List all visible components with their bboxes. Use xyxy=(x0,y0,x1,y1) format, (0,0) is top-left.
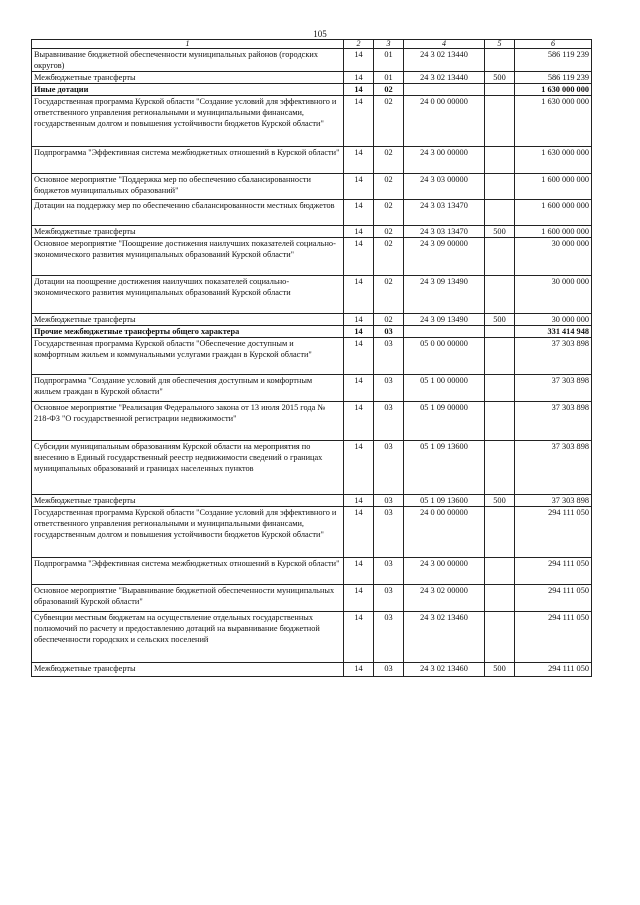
amount-cell: 294 111 050 xyxy=(515,663,592,677)
section-cell: 14 xyxy=(344,238,374,276)
row-name-cell: Подпрограмма "Эффективная система межбюджетных отношений в Курской области" xyxy=(32,147,344,174)
amount-cell: 586 119 239 xyxy=(515,72,592,84)
subsection-cell: 03 xyxy=(374,507,404,558)
table-header-row xyxy=(32,40,592,49)
table-row xyxy=(32,49,592,72)
target-article-cell: 24 3 03 13470 xyxy=(404,200,485,226)
subsection-cell: 03 xyxy=(374,558,404,585)
section-cell: 14 xyxy=(344,200,374,226)
table-row xyxy=(32,276,592,314)
amount-cell: 1 600 000 000 xyxy=(515,174,592,200)
expense-type-cell xyxy=(485,276,515,314)
expense-type-cell xyxy=(485,200,515,226)
target-article-cell: 24 0 00 00000 xyxy=(404,96,485,147)
amount-cell: 1 600 000 000 xyxy=(515,200,592,226)
subsection-cell: 03 xyxy=(374,663,404,677)
subsection-cell: 02 xyxy=(374,96,404,147)
target-article-cell: 24 3 02 13440 xyxy=(404,49,485,72)
row-name-cell: Дотации на поощрение достижения наилучших показателей социально-экономического развития муниципальных образований Курской области xyxy=(32,276,344,314)
expense-type-cell xyxy=(485,585,515,612)
subsection-cell: 03 xyxy=(374,612,404,663)
row-name-cell: Межбюджетные трансферты xyxy=(32,226,344,238)
expense-type-cell xyxy=(485,375,515,402)
expense-type-cell xyxy=(485,558,515,585)
expense-type-cell xyxy=(485,174,515,200)
expense-type-cell xyxy=(485,338,515,375)
page-number: 105 xyxy=(313,29,327,39)
amount-cell: 294 111 050 xyxy=(515,507,592,558)
table-row xyxy=(32,585,592,612)
table-row xyxy=(32,663,592,677)
section-cell: 14 xyxy=(344,147,374,174)
section-cell: 14 xyxy=(344,314,374,326)
column-header: 2 xyxy=(344,40,374,49)
table-row xyxy=(32,326,592,338)
table-row xyxy=(32,507,592,558)
table-row xyxy=(32,147,592,174)
row-name-cell: Государственная программа Курской области "Обеспечение доступным и комфортным жильем и коммунальными услугами граждан в Курской области" xyxy=(32,338,344,375)
subsection-cell: 02 xyxy=(374,276,404,314)
budget-table xyxy=(31,39,592,677)
table-row xyxy=(32,238,592,276)
subsection-cell: 03 xyxy=(374,402,404,441)
expense-type-cell xyxy=(485,507,515,558)
amount-cell: 30 000 000 xyxy=(515,276,592,314)
row-name-cell: Межбюджетные трансферты xyxy=(32,314,344,326)
row-name-cell: Субвенции местным бюджетам на осуществление отдельных государственных полномочий по расчету и предоставлению дотаций на выравнивание бюджетной обеспеченности городских и сельских поселений xyxy=(32,612,344,663)
amount-cell: 30 000 000 xyxy=(515,314,592,326)
target-article-cell: 05 1 09 00000 xyxy=(404,402,485,441)
target-article-cell: 05 1 09 13600 xyxy=(404,441,485,495)
section-cell: 14 xyxy=(344,663,374,677)
table-row xyxy=(32,174,592,200)
row-name-cell: Подпрограмма "Создание условий для обеспечения доступным и комфортным жильем граждан в Курской области" xyxy=(32,375,344,402)
target-article-cell: 24 3 02 13460 xyxy=(404,663,485,677)
target-article-cell xyxy=(404,84,485,96)
expense-type-cell: 500 xyxy=(485,314,515,326)
table-row xyxy=(32,375,592,402)
amount-cell: 586 119 239 xyxy=(515,49,592,72)
target-article-cell: 24 3 09 00000 xyxy=(404,238,485,276)
section-cell: 14 xyxy=(344,612,374,663)
section-cell: 14 xyxy=(344,495,374,507)
section-cell: 14 xyxy=(344,276,374,314)
expense-type-cell xyxy=(485,441,515,495)
row-name-cell: Выравнивание бюджетной обеспеченности муниципальных районов (городских округов) xyxy=(32,49,344,72)
expense-type-cell xyxy=(485,84,515,96)
target-article-cell: 24 3 02 13460 xyxy=(404,612,485,663)
section-cell: 14 xyxy=(344,96,374,147)
column-header: 6 xyxy=(515,40,592,49)
row-name-cell: Межбюджетные трансферты xyxy=(32,495,344,507)
target-article-cell: 24 3 02 13440 xyxy=(404,72,485,84)
target-article-cell xyxy=(404,326,485,338)
table-row xyxy=(32,314,592,326)
subsection-cell: 03 xyxy=(374,585,404,612)
row-name-cell: Государственная программа Курской области "Создание условий для эффективного и ответственного управления региональными и муниципальными финансами, государственным долгом и повышения устойчивости бюджетов Курской области" xyxy=(32,96,344,147)
table-row xyxy=(32,226,592,238)
section-cell: 14 xyxy=(344,402,374,441)
target-article-cell: 24 0 00 00000 xyxy=(404,507,485,558)
expense-type-cell xyxy=(485,612,515,663)
table-row xyxy=(32,558,592,585)
subsection-cell: 03 xyxy=(374,495,404,507)
expense-type-cell: 500 xyxy=(485,663,515,677)
target-article-cell: 24 3 03 00000 xyxy=(404,174,485,200)
row-name-cell: Подпрограмма "Эффективная система межбюджетных отношений в Курской области" xyxy=(32,558,344,585)
section-cell: 14 xyxy=(344,326,374,338)
table-row xyxy=(32,612,592,663)
table-row xyxy=(32,338,592,375)
expense-type-cell xyxy=(485,238,515,276)
expense-type-cell xyxy=(485,147,515,174)
section-cell: 14 xyxy=(344,507,374,558)
amount-cell: 37 303 898 xyxy=(515,495,592,507)
target-article-cell: 24 3 00 00000 xyxy=(404,147,485,174)
subsection-cell: 01 xyxy=(374,72,404,84)
target-article-cell: 05 1 09 13600 xyxy=(404,495,485,507)
section-cell: 14 xyxy=(344,84,374,96)
section-cell: 14 xyxy=(344,585,374,612)
table-row xyxy=(32,200,592,226)
subsection-cell: 03 xyxy=(374,441,404,495)
row-name-cell: Межбюджетные трансферты xyxy=(32,663,344,677)
column-header: 4 xyxy=(404,40,485,49)
section-cell: 14 xyxy=(344,226,374,238)
subsection-cell: 02 xyxy=(374,174,404,200)
subsection-cell: 03 xyxy=(374,375,404,402)
target-article-cell: 05 0 00 00000 xyxy=(404,338,485,375)
table-row xyxy=(32,96,592,147)
column-header: 1 xyxy=(32,40,344,49)
table-row xyxy=(32,441,592,495)
section-cell: 14 xyxy=(344,338,374,375)
row-name-cell: Межбюджетные трансферты xyxy=(32,72,344,84)
row-name-cell: Субсидии муниципальным образованиям Курской области на мероприятия по внесению в Единый государственный реестр недвижимости сведений о границах муниципальных образований и границах населенных пунктов xyxy=(32,441,344,495)
subsection-cell: 01 xyxy=(374,49,404,72)
target-article-cell: 24 3 00 00000 xyxy=(404,558,485,585)
amount-cell: 1 600 000 000 xyxy=(515,226,592,238)
amount-cell: 1 630 000 000 xyxy=(515,96,592,147)
row-name-cell: Основное мероприятие "Поддержка мер по обеспечению сбалансированности бюджетов муниципальных образований" xyxy=(32,174,344,200)
subsection-cell: 02 xyxy=(374,238,404,276)
amount-cell: 294 111 050 xyxy=(515,585,592,612)
amount-cell: 30 000 000 xyxy=(515,238,592,276)
section-cell: 14 xyxy=(344,174,374,200)
column-header: 5 xyxy=(485,40,515,49)
table-row xyxy=(32,84,592,96)
row-name-cell: Основное мероприятие "Выравнивание бюджетной обеспеченности муниципальных образований Курской области" xyxy=(32,585,344,612)
target-article-cell: 24 3 09 13490 xyxy=(404,314,485,326)
expense-type-cell xyxy=(485,402,515,441)
row-name-cell: Основное мероприятие "Поощрение достижения наилучших показателей социально-экономического развития муниципальных образований Курской области" xyxy=(32,238,344,276)
amount-cell: 1 630 000 000 xyxy=(515,84,592,96)
section-cell: 14 xyxy=(344,375,374,402)
subsection-cell: 03 xyxy=(374,338,404,375)
amount-cell: 294 111 050 xyxy=(515,612,592,663)
row-name-cell: Прочие межбюджетные трансферты общего характера xyxy=(32,326,344,338)
expense-type-cell: 500 xyxy=(485,495,515,507)
amount-cell: 331 414 948 xyxy=(515,326,592,338)
section-cell: 14 xyxy=(344,72,374,84)
section-cell: 14 xyxy=(344,49,374,72)
amount-cell: 37 303 898 xyxy=(515,441,592,495)
target-article-cell: 24 3 03 13470 xyxy=(404,226,485,238)
expense-type-cell xyxy=(485,49,515,72)
amount-cell: 1 630 000 000 xyxy=(515,147,592,174)
row-name-cell: Основное мероприятие "Реализация Федерального закона от 13 июля 2015 года № 218-ФЗ "О государственной регистрации недвижимости" xyxy=(32,402,344,441)
subsection-cell: 02 xyxy=(374,314,404,326)
amount-cell: 37 303 898 xyxy=(515,338,592,375)
row-name-cell: Дотации на поддержку мер по обеспечению сбалансированности местных бюджетов xyxy=(32,200,344,226)
expense-type-cell xyxy=(485,326,515,338)
table-row xyxy=(32,72,592,84)
column-header: 3 xyxy=(374,40,404,49)
target-article-cell: 24 3 09 13490 xyxy=(404,276,485,314)
target-article-cell: 05 1 00 00000 xyxy=(404,375,485,402)
amount-cell: 37 303 898 xyxy=(515,375,592,402)
row-name-cell: Иные дотации xyxy=(32,84,344,96)
subsection-cell: 02 xyxy=(374,147,404,174)
section-cell: 14 xyxy=(344,441,374,495)
subsection-cell: 02 xyxy=(374,84,404,96)
amount-cell: 37 303 898 xyxy=(515,402,592,441)
subsection-cell: 02 xyxy=(374,226,404,238)
expense-type-cell: 500 xyxy=(485,226,515,238)
table-row xyxy=(32,495,592,507)
section-cell: 14 xyxy=(344,558,374,585)
subsection-cell: 02 xyxy=(374,200,404,226)
target-article-cell: 24 3 02 00000 xyxy=(404,585,485,612)
expense-type-cell: 500 xyxy=(485,72,515,84)
amount-cell: 294 111 050 xyxy=(515,558,592,585)
expense-type-cell xyxy=(485,96,515,147)
subsection-cell: 03 xyxy=(374,326,404,338)
row-name-cell: Государственная программа Курской области "Создание условий для эффективного и ответственного управления региональными и муниципальными финансами, государственным долгом и повышения устойчивости бюджетов Курской области" xyxy=(32,507,344,558)
table-row xyxy=(32,402,592,441)
